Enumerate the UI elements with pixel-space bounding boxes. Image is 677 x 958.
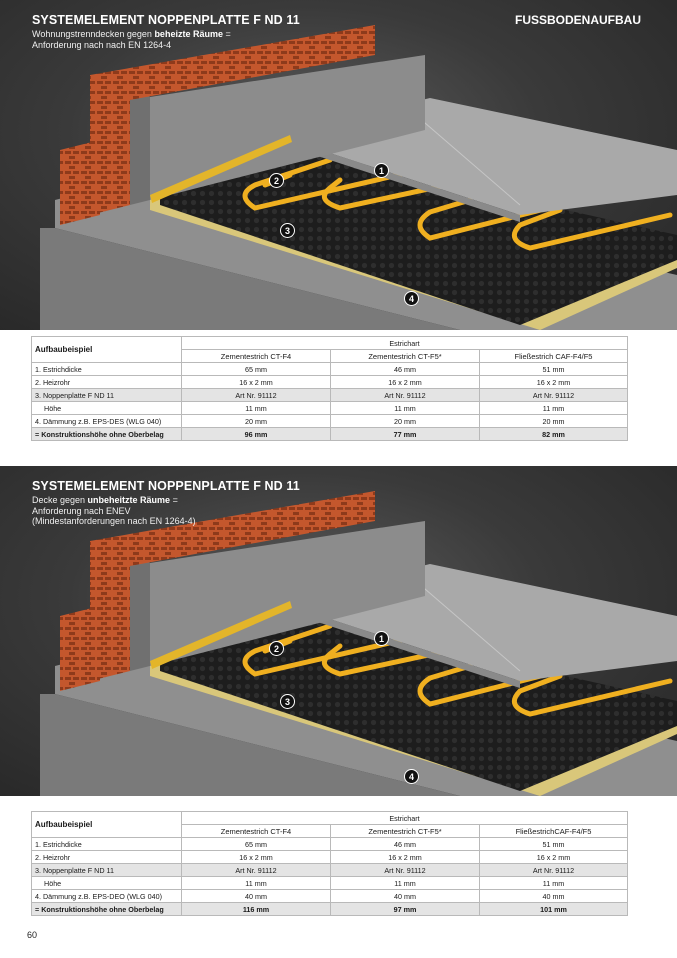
table-total-row xyxy=(32,903,628,916)
table-row xyxy=(32,402,628,415)
table-row xyxy=(32,363,628,376)
row-label: = Konstruktionshöhe ohne Oberbelag xyxy=(32,903,182,916)
table-row xyxy=(32,877,628,890)
section-subtitle xyxy=(32,29,231,50)
cell: 101 mm xyxy=(480,903,628,916)
cell: 40 mm xyxy=(480,890,628,903)
section-title: SYSTEMELEMENT NOPPENPLATTE F ND 11 xyxy=(32,479,300,493)
cell: 65 mm xyxy=(182,838,331,851)
row-label: Höhe xyxy=(32,402,182,415)
cell: 11 mm xyxy=(182,402,331,415)
section-subtitle xyxy=(32,495,196,527)
construction-table-1 xyxy=(31,336,628,441)
table-row xyxy=(32,838,628,851)
row-label: Höhe xyxy=(32,877,182,890)
callout-badge-4: 4 xyxy=(404,769,419,784)
cell: 20 mm xyxy=(182,415,331,428)
row-label: 1. Estrichdicke xyxy=(32,363,182,376)
cell: 16 x 2 mm xyxy=(182,376,331,389)
cell: 82 mm xyxy=(480,428,628,441)
column-header: Zementestrich CT-F4 xyxy=(182,350,331,363)
section-1-illustration xyxy=(0,0,677,330)
cell: 40 mm xyxy=(182,890,331,903)
subtitle-requirement: Anforderung nach ENEV xyxy=(32,505,131,516)
cell: 97 mm xyxy=(331,903,480,916)
callout-badge-1: 1 xyxy=(374,631,389,646)
cell: 46 mm xyxy=(331,363,480,376)
cell: Art Nr. 91112 xyxy=(480,864,628,877)
cell: Art Nr. 91112 xyxy=(331,864,480,877)
subtitle-text: = xyxy=(222,29,231,39)
cell: Art Nr. 91112 xyxy=(182,389,331,402)
table-row xyxy=(32,864,628,877)
callout-badge-3: 3 xyxy=(280,694,295,709)
column-header: FließestrichCAF-F4/F5 xyxy=(480,825,628,838)
cell: 16 x 2 mm xyxy=(480,851,628,864)
subtitle-emphasis: beheizte Räume xyxy=(154,29,223,39)
cell: 16 x 2 mm xyxy=(331,376,480,389)
row-label: 2. Heizrohr xyxy=(32,376,182,389)
section-title: SYSTEMELEMENT NOPPENPLATTE F ND 11 xyxy=(32,13,300,27)
cell: 40 mm xyxy=(331,890,480,903)
cell: 11 mm xyxy=(331,877,480,890)
cell: 46 mm xyxy=(331,838,480,851)
table-row xyxy=(32,415,628,428)
subtitle-requirement: Anforderung nach nach EN 1264-4 xyxy=(32,39,172,50)
subtitle-note: (Mindestanforderungen nach EN 1264-4) xyxy=(32,516,196,526)
row-label: 3. Noppenplatte F ND 11 xyxy=(32,389,182,402)
cell: Art Nr. 91112 xyxy=(331,389,480,402)
cell: 11 mm xyxy=(480,402,628,415)
section-2-illustration xyxy=(0,466,677,796)
cell: 65 mm xyxy=(182,363,331,376)
row-label: 2. Heizrohr xyxy=(32,851,182,864)
cell: 51 mm xyxy=(480,838,628,851)
table-row xyxy=(32,376,628,389)
callout-badge-2: 2 xyxy=(269,173,284,188)
row-header: Aufbaubeispiel xyxy=(32,337,182,363)
corner-title: FUSSBODENAUFBAU xyxy=(515,13,641,27)
cell: 20 mm xyxy=(331,415,480,428)
cell: Art Nr. 91112 xyxy=(480,389,628,402)
column-header: Zementestrich CT-F4 xyxy=(182,825,331,838)
construction-table-2 xyxy=(31,811,628,916)
subtitle-text: = xyxy=(170,495,178,505)
cell: 16 x 2 mm xyxy=(182,851,331,864)
group-header: Estrichart xyxy=(182,337,628,350)
callout-badge-2: 2 xyxy=(269,641,284,656)
table-total-row xyxy=(32,428,628,441)
row-label: 4. Dämmung z.B. EPS-DES (WLG 040) xyxy=(32,415,182,428)
cell: Art Nr. 91112 xyxy=(182,864,331,877)
column-header: Zementestrich CT-F5* xyxy=(331,350,480,363)
row-label: 4. Dämmung z.B. EPS-DEO (WLG 040) xyxy=(32,890,182,903)
cell: 116 mm xyxy=(182,903,331,916)
row-label: 1. Estrichdicke xyxy=(32,838,182,851)
group-header: Estrichart xyxy=(182,812,628,825)
callout-badge-4: 4 xyxy=(404,291,419,306)
cell: 51 mm xyxy=(480,363,628,376)
callout-badge-3: 3 xyxy=(280,223,295,238)
cell: 16 x 2 mm xyxy=(480,376,628,389)
callout-badge-1: 1 xyxy=(374,163,389,178)
subtitle-emphasis: unbeheitzte Räume xyxy=(87,495,171,505)
column-header: Fließestrich CAF-F4/F5 xyxy=(480,350,628,363)
column-header: Zementestrich CT-F5* xyxy=(331,825,480,838)
cell: 20 mm xyxy=(480,415,628,428)
table-row xyxy=(32,389,628,402)
subtitle-text: Wohnungstrenndecken gegen xyxy=(32,29,155,39)
cell: 11 mm xyxy=(331,402,480,415)
cell: 11 mm xyxy=(182,877,331,890)
row-header: Aufbaubeispiel xyxy=(32,812,182,838)
cell: 77 mm xyxy=(331,428,480,441)
page-number: 60 xyxy=(27,930,38,940)
row-label: 3. Noppenplatte F ND 11 xyxy=(32,864,182,877)
cell: 96 mm xyxy=(182,428,331,441)
subtitle-text: Decke gegen xyxy=(32,495,88,505)
table-row xyxy=(32,890,628,903)
cell: 11 mm xyxy=(480,877,628,890)
table-row xyxy=(32,851,628,864)
cell: 16 x 2 mm xyxy=(331,851,480,864)
row-label: = Konstruktionshöhe ohne Oberbelag xyxy=(32,428,182,441)
